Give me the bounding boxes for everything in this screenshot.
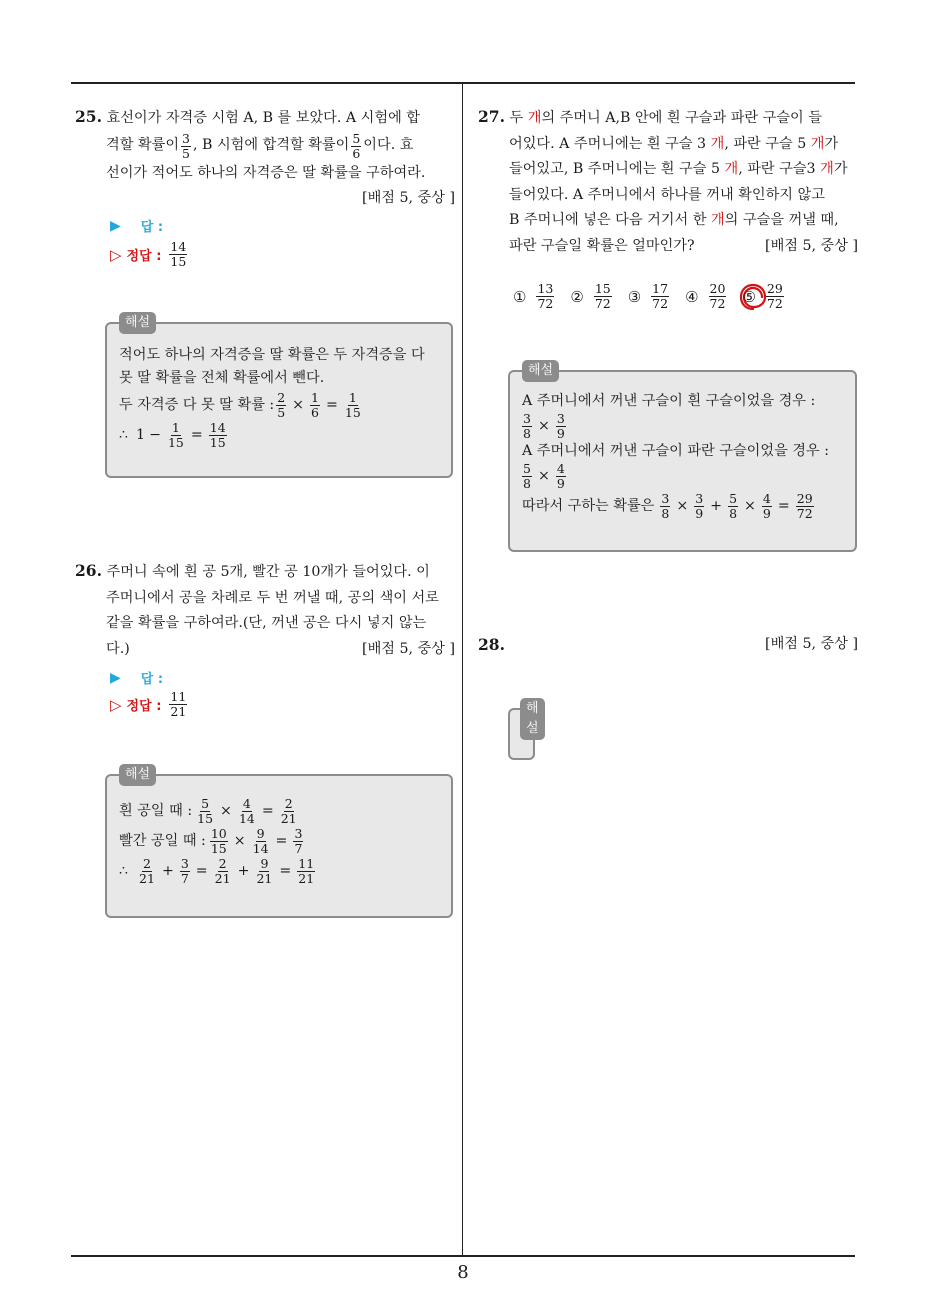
option-3[interactable]: ③ $\frac{17}{72}$ [627,281,669,311]
correct-answer-label: 정답 : [126,249,162,264]
explanation-text: 못 딸 확률을 전체 확률에서 뺀다. [119,370,325,386]
explanation-text: A 주머니에서 꺼낸 구슬이 흰 구슬이었을 경우 : [522,393,816,409]
math-row: ∴ 1 − $\frac{1}{15}$ = $\frac{14}{15}$ [119,420,226,450]
fraction: $\frac{5}{6}$ [352,130,361,161]
fraction: $\frac{3}{5}$ [182,130,190,161]
math-row: $\frac{5}{8}$ × $\frac{4}{9}$ [523,461,565,491]
question-text: 같을 확률을 구하여라.(단, 꺼낸 공은 다시 넣지 않는 [106,615,427,631]
page-number: 8 [457,1262,469,1283]
points-label: [배점 5, 중상 ] [362,190,455,206]
question-27: 27. 두 개의 주머니 A,B 안에 흰 구슬과 파란 구슬이 들 어있다. A 주머니에는 흰 구슬 3 개, 파란 구슬 5 개가 들어있고, B 주머니에는 흰 구슬 5 개, 파란 구슬3 개가 들어있다. A 주머니에서 하나를 꺼내 확인하지 않고 B 주머니에 넣은 다음 거기서 한 개의 구슬을 꺼낼 때, 파란 구슬일 확률은 얼마인가? [배점 5, 중상 ] [478,104,858,259]
question-text: , B 시험에 합격할 확률이 [193,137,350,154]
bottom-rule [71,1255,855,1257]
right-triangle-filled-icon: ▶ [110,217,121,234]
explanation-tag: 해설 [119,312,156,334]
explanation-box [105,767,453,918]
question-text: 이다. 효 [363,137,414,154]
correct-answer-value: $\frac{14}{15}$ [170,239,187,269]
column-divider [462,83,463,1256]
question-text: 주머니에서 공을 차례로 두 번 꺼낼 때, 공의 색이 서로 [106,589,439,606]
math-row: ∴ $\frac{2}{21}$ + $\frac{3}{7}$ = $\frac{2}{21}$ + $\frac{9}{21}$ = $\frac{11}{21}$ [119,856,315,886]
question-text: 선이가 적어도 하나의 자격증은 딸 확률을 구하여라. [106,164,426,181]
question-text: 격할 확률이 [106,137,180,154]
math-row: 흰 공일 때 : $\frac{5}{15}$ × $\frac{4}{14}$ = $\frac{2}{21}$ [119,796,297,826]
question-text: 다.) [106,640,130,657]
top-rule [71,82,855,84]
right-triangle-filled-icon: ▶ [110,669,121,686]
explanation-text: 적어도 하나의 자격증을 딸 확률은 두 자격증을 다 [119,347,425,363]
explanation-text: A 주머니에서 꺼낸 구슬이 파란 구슬이었을 경우 : [522,443,829,459]
question-28 [478,632,858,658]
question-number: 25. [75,107,102,126]
math-row: 두 자격증 다 못 딸 확률 : $\frac{2}{5}$ × $\frac{1}{6}$ = $\frac{1}{15}$ [119,390,361,420]
question-25 [75,104,455,212]
explanation-tag: 해설 [119,764,156,786]
explanation-box [508,701,539,760]
answer-row [110,668,163,687]
question-text: B 주머니에 넣은 다음 거기서 한 개의 구슬을 꺼낼 때, [509,212,839,228]
right-triangle-outline-icon: ▷ [110,695,122,714]
answer-row [110,216,163,235]
points-label: [배점 5, 중상 ] [765,237,858,254]
explanation-box [508,363,857,552]
question-number: 26. [75,561,102,580]
option-1[interactable]: ① $\frac{13}{72}$ [513,281,554,311]
question-number: 27. [478,107,505,126]
question-text: 효선이가 자격증 시험 A, B 를 보았다. A 시험에 합 [106,110,420,126]
explanation-box [105,315,453,478]
points-label: [배점 5, 중상 ] [765,636,858,652]
correct-answer-row [110,240,189,269]
option-4[interactable]: ④ $\frac{20}{72}$ [685,281,726,311]
math-row: 따라서 구하는 확률은 $\frac{3}{8}$ × $\frac{3}{9}$ + $\frac{5}{8}$ × $\frac{4}{9}$ = $\frac{29}{72}$ [522,491,813,521]
option-5[interactable]: ⑤ $\frac{29}{72}$ [742,282,785,311]
math-row: 빨간 공일 때 : $\frac{10}{15}$ × $\frac{9}{14}$ = $\frac{3}{7}$ [119,826,303,856]
correct-answer-row [110,690,189,719]
question-number: 28. [478,635,505,654]
right-triangle-outline-icon: ▷ [110,245,122,264]
answer-label: 답 : [140,220,164,235]
question-text: 들어있다. A 주머니에서 하나를 꺼내 확인하지 않고 [509,186,825,203]
explanation-tag: 해설 [520,698,545,740]
option-2[interactable]: ② $\frac{15}{72}$ [570,281,611,311]
correct-answer-value: $\frac{11}{21}$ [170,689,187,719]
question-text: 어있다. A 주머니에는 흰 구슬 3 개, 파란 구슬 5 개가 [509,135,839,152]
question-text: 들어있고, B 주머니에는 흰 구슬 5 개, 파란 구슬3 개가 [509,161,848,177]
question-26 [75,558,455,662]
question-text: 파란 구슬일 확률은 얼마인가? [509,237,695,254]
points-label: [배점 5, 중상 ] [362,640,455,657]
answer-label: 답 : [140,672,164,687]
answer-options [513,282,800,311]
correct-answer-label: 정답 : [126,699,162,714]
math-row: $\frac{3}{8}$ × $\frac{3}{9}$ [523,411,565,441]
explanation-tag: 해설 [522,360,559,382]
question-text: 주머니 속에 흰 공 5개, 빨간 공 10개가 들어있다. 이 [106,564,430,580]
